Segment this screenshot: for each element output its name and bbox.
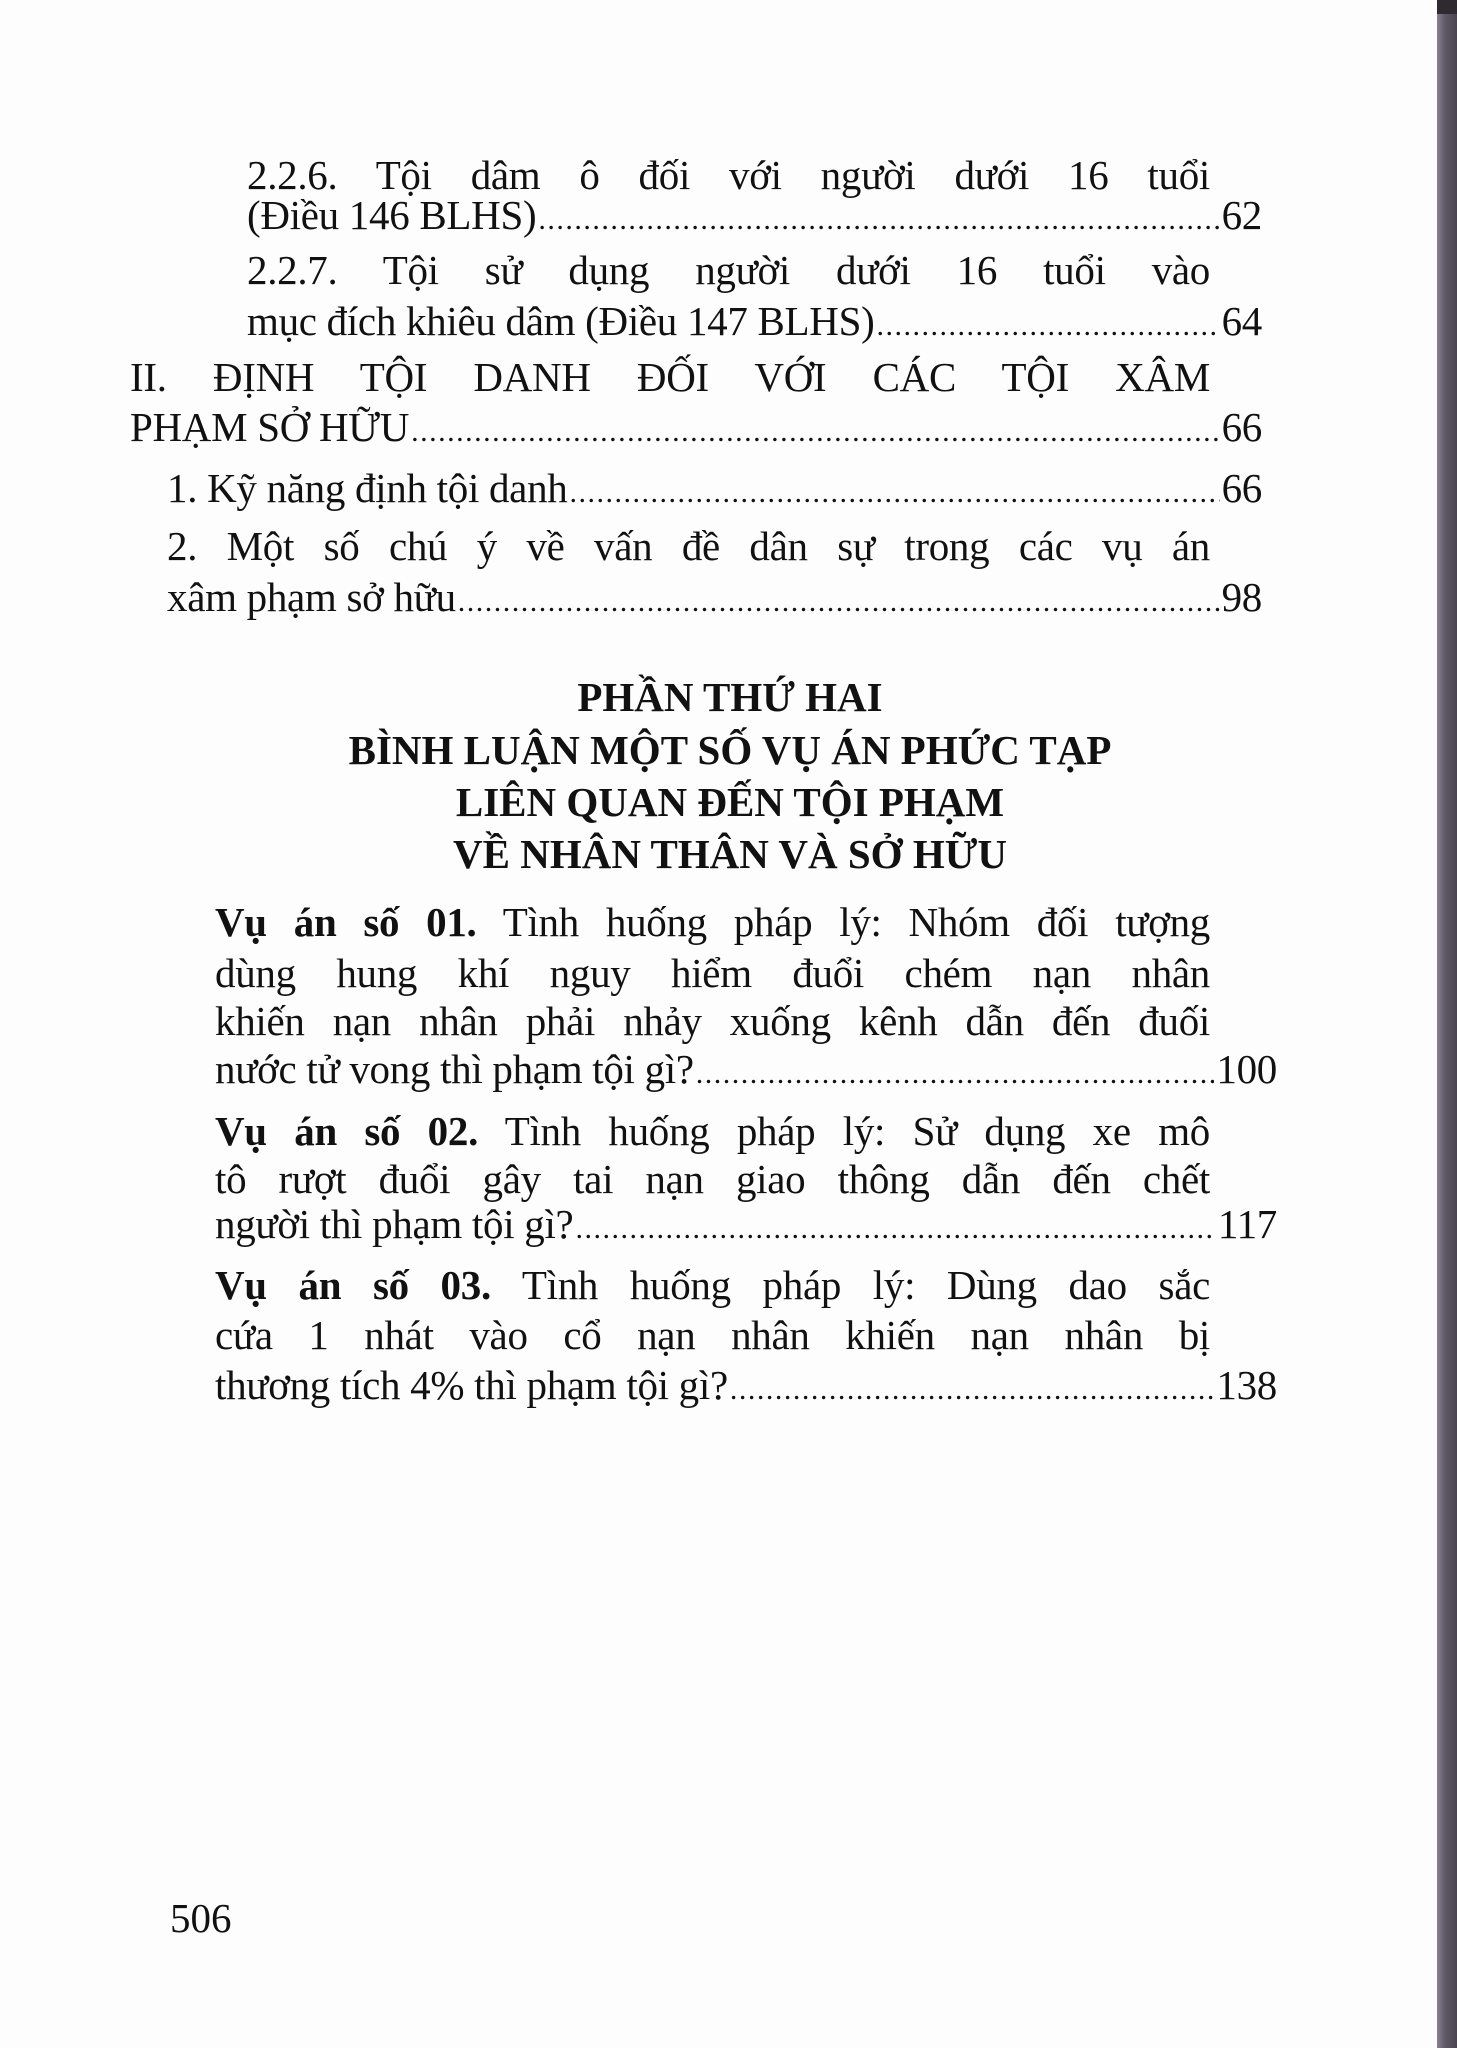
- case-03-line1: [215, 1260, 1210, 1310]
- case-02-leader[interactable]: [215, 1199, 1277, 1254]
- toc-entry-text: nước tử vong thì phạm tội gì?: [215, 1046, 694, 1092]
- part-two-title: PHẦN THỨ HAI: [577, 674, 883, 720]
- toc-entry-2-2-7-leader[interactable]: [247, 296, 1262, 351]
- dot-leader: [538, 195, 1219, 245]
- part-two-subtitle-line1: BÌNH LUẬN MỘT SỐ VỤ ÁN PHỨC TẠP: [348, 727, 1112, 773]
- case-text: Tình huống pháp lý: Sử dụng xe mô: [478, 1108, 1210, 1154]
- dot-leader: [458, 577, 1220, 627]
- case-02-line2: tô rượt đuổi gây tai nạn giao thông dẫn đến chết: [215, 1156, 1210, 1202]
- case-01-leader[interactable]: [215, 1044, 1277, 1099]
- case-01-line3: khiến nạn nhân phải nhảy xuống kênh dẫn đến đuối: [215, 998, 1210, 1044]
- toc-page-number: 100: [1216, 1046, 1277, 1092]
- part-two-subtitle-line2: LIÊN QUAN ĐẾN TỘI PHẠM: [455, 779, 1005, 825]
- toc-page-number: 66: [1221, 465, 1262, 511]
- toc-entry-text: thương tích 4% thì phạm tội gì?: [215, 1362, 728, 1408]
- toc-entry-text: xâm phạm sở hữu: [167, 574, 456, 620]
- book-spine-top: [1437, 0, 1457, 14]
- toc-page-number: 64: [1221, 298, 1262, 344]
- toc-entry-2-2-6-leader[interactable]: [247, 190, 1262, 245]
- toc-entry-ii-1[interactable]: [167, 463, 1262, 518]
- case-03-leader[interactable]: [215, 1360, 1277, 1415]
- case-02-line1: [215, 1106, 1210, 1156]
- part-two-subtitle-line3: VỀ NHÂN THÂN VÀ SỞ HỮU: [453, 831, 1007, 877]
- case-label: Vụ án số 01.: [215, 899, 477, 945]
- toc-page-number: 117: [1217, 1201, 1277, 1247]
- toc-entry-text: người thì phạm tội gì?: [215, 1201, 574, 1247]
- toc-entry-text: mục đích khiêu dâm (Điều 147 BLHS): [247, 298, 875, 344]
- case-01-line1: [215, 897, 1210, 947]
- toc-entry-2-2-6-line1: 2.2.6. Tội dâm ô đối với người dưới 16 tuổi: [247, 152, 1210, 198]
- toc-page-number: 98: [1221, 574, 1262, 620]
- toc-entry-text: PHẠM SỞ HỮU: [130, 404, 410, 450]
- toc-entry-ii-2-leader[interactable]: [167, 572, 1262, 627]
- case-text: Tình huống pháp lý: Nhóm đối tượng: [476, 899, 1210, 945]
- dot-leader: [411, 407, 1219, 457]
- page-number: 506: [170, 1895, 232, 1941]
- case-label: Vụ án số 03.: [215, 1262, 491, 1308]
- dot-leader: [730, 1365, 1215, 1415]
- toc-page-number: 138: [1216, 1362, 1277, 1408]
- case-label: Vụ án số 02.: [215, 1108, 479, 1154]
- dot-leader: [569, 468, 1219, 518]
- toc-page-number: 62: [1221, 192, 1262, 238]
- dot-leader: [876, 301, 1219, 351]
- toc-entry-ii-2-line1: 2. Một số chú ý về vấn đề dân sự trong các vụ án: [167, 523, 1210, 569]
- toc-section-ii-line1: II. ĐỊNH TỘI DANH ĐỐI VỚI CÁC TỘI XÂM: [130, 354, 1210, 400]
- case-03-line2: cứa 1 nhát vào cổ nạn nhân khiến nạn nhân bị: [215, 1312, 1210, 1358]
- book-spine-edge: [1437, 0, 1457, 2048]
- dot-leader: [575, 1204, 1215, 1254]
- dot-leader: [696, 1049, 1215, 1099]
- toc-entry-2-2-7-line1: 2.2.7. Tội sử dụng người dưới 16 tuổi vào: [247, 247, 1210, 293]
- toc-page-number: 66: [1221, 404, 1262, 450]
- case-text: Tình huống pháp lý: Dùng dao sắc: [490, 1262, 1210, 1308]
- toc-section-ii-leader[interactable]: [130, 402, 1262, 457]
- toc-entry-text: (Điều 146 BLHS): [247, 192, 537, 238]
- toc-entry-text: 1. Kỹ năng định tội danh: [167, 465, 568, 511]
- case-01-line2: dùng hung khí nguy hiểm đuổi chém nạn nhân: [215, 950, 1210, 996]
